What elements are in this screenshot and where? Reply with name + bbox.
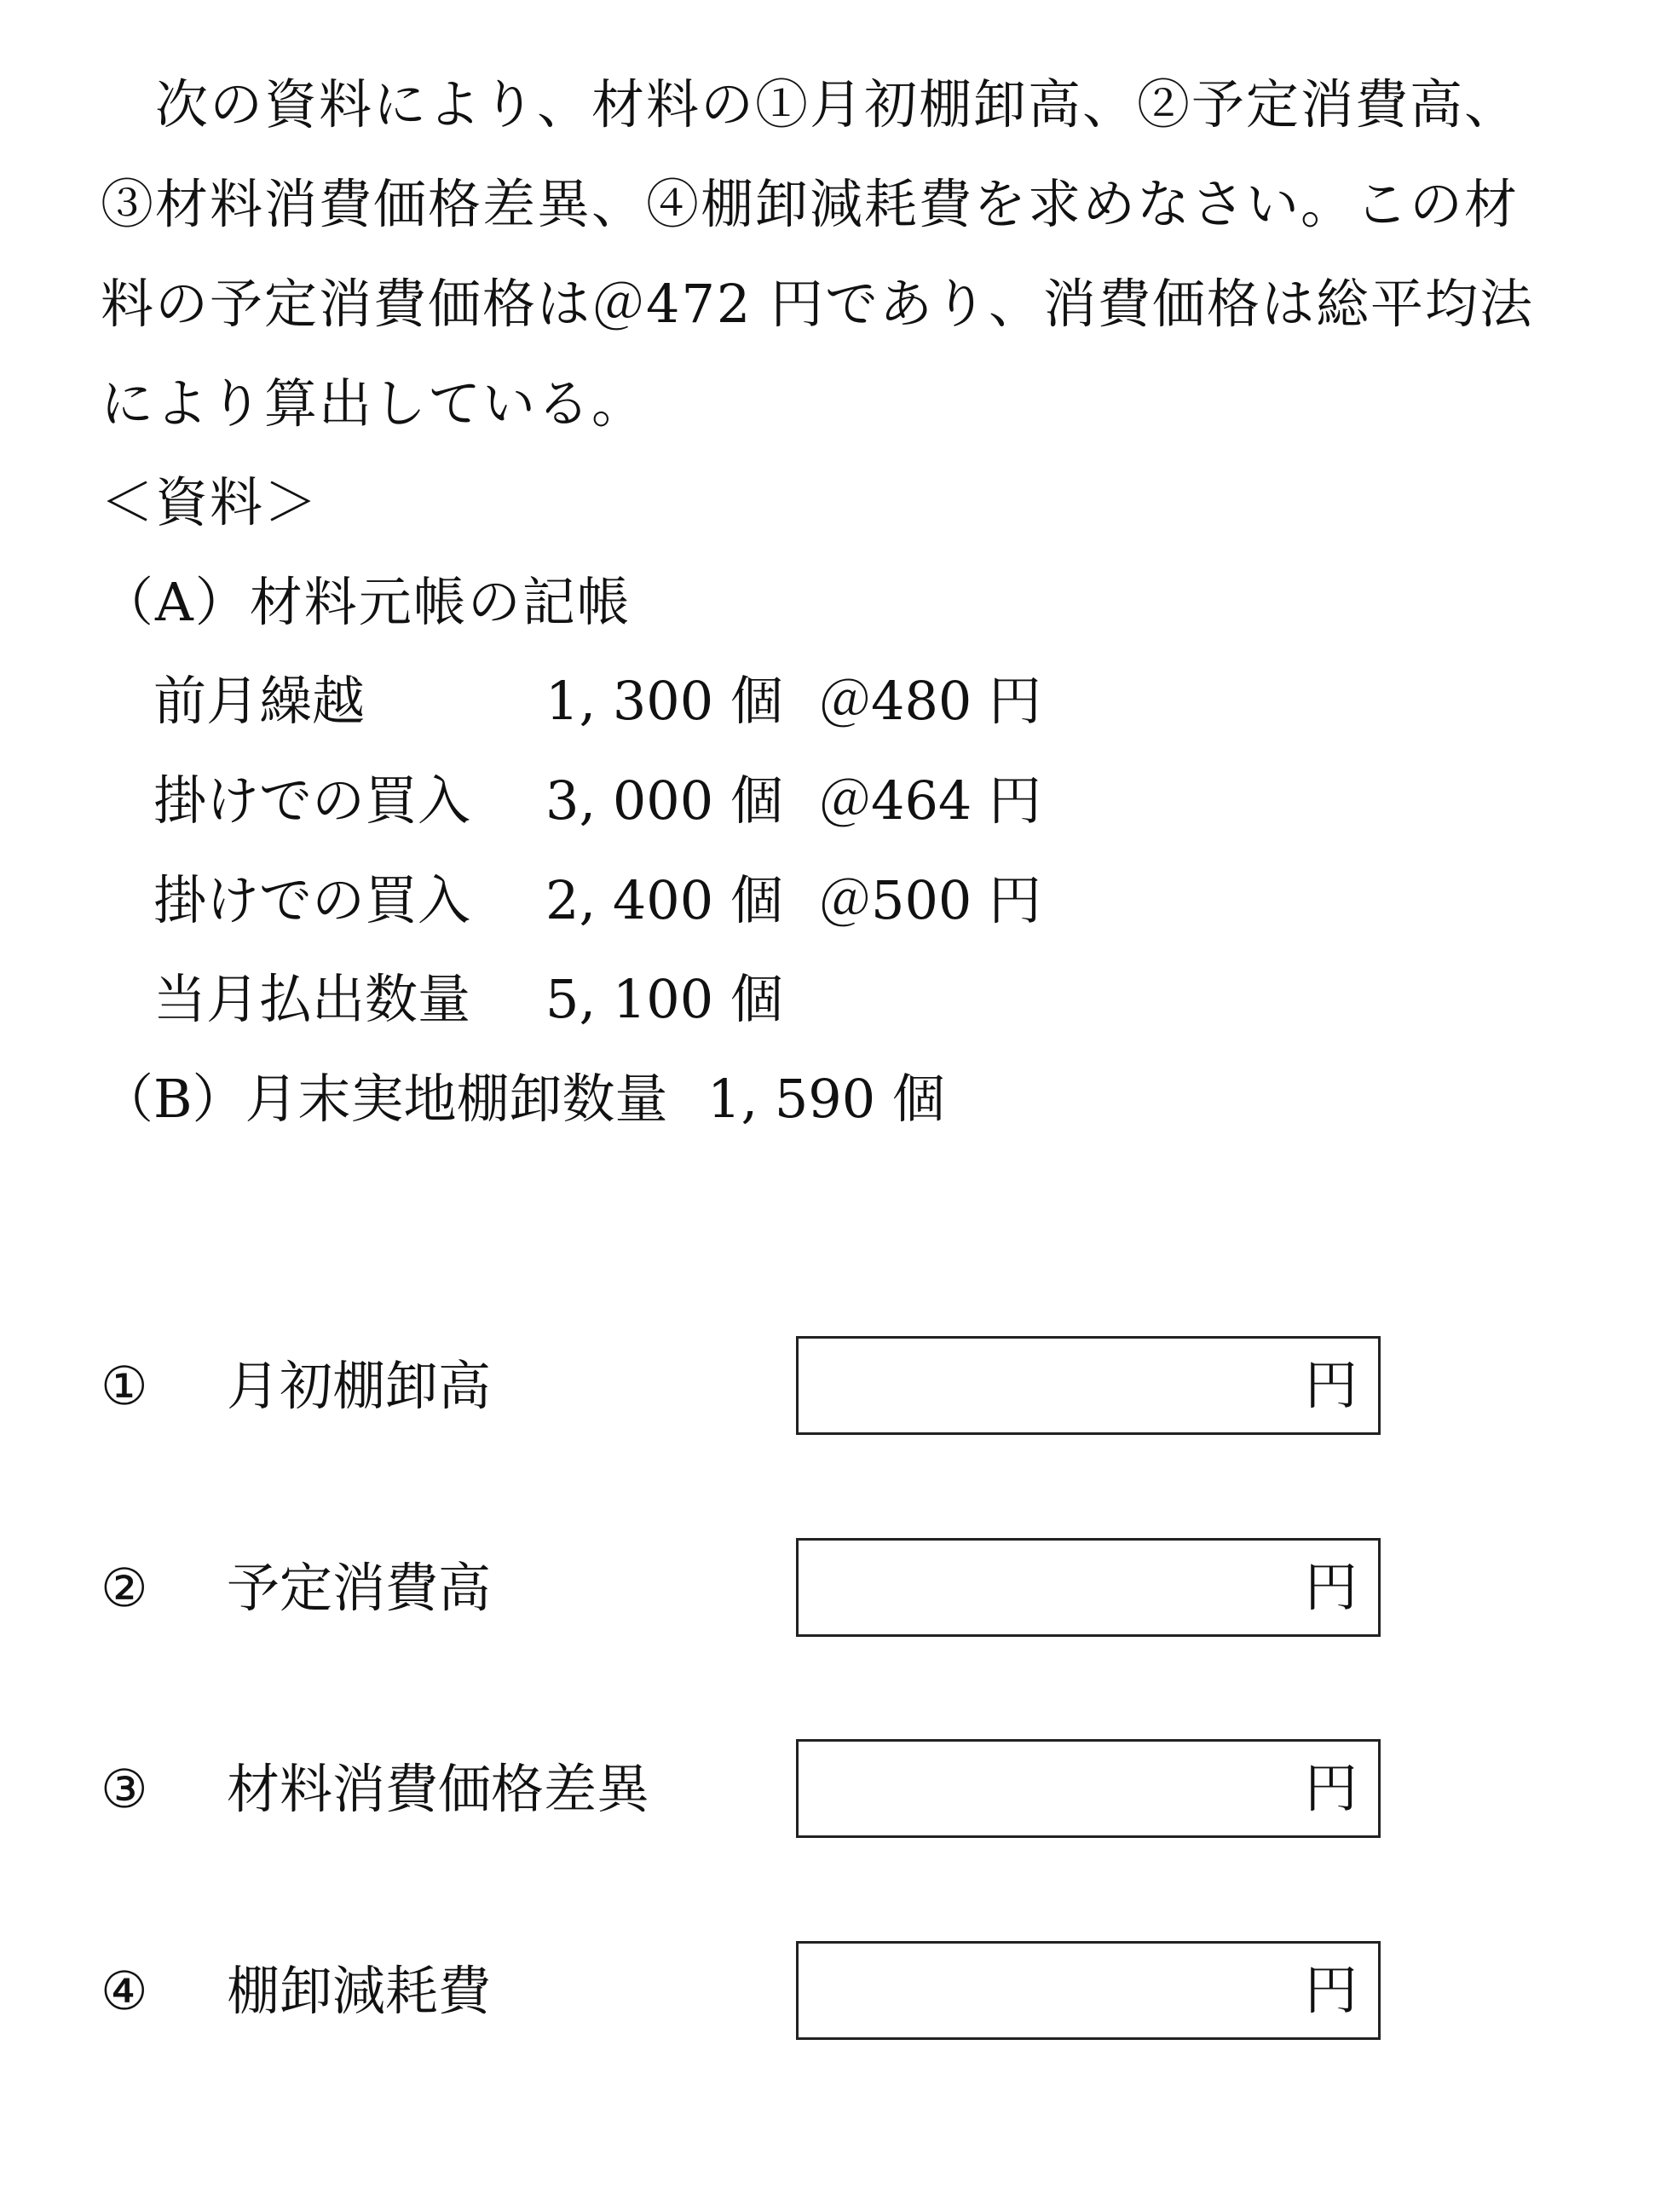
answer-label: 月初棚卸高 <box>227 1355 492 1417</box>
question-line-2: ③材料消費価格差異、④棚卸減耗費を求めなさい。この材 <box>101 173 1520 235</box>
answer-row-4 <box>101 1941 1396 2043</box>
material-heading: ＜資料＞ <box>101 471 320 533</box>
section-b-title: （B）月末実地棚卸数量 <box>101 1068 668 1130</box>
answer-label: 材料消費価格差異 <box>227 1758 650 1820</box>
answer-row-3 <box>101 1739 1396 1841</box>
answer-row-2 <box>101 1538 1396 1640</box>
yen-unit: 円 <box>1304 1556 1358 1618</box>
answer-input-box[interactable] <box>796 1941 1381 2040</box>
section-b-qty: 1, 590 個 <box>707 1068 945 1130</box>
yen-unit: 円 <box>1304 1354 1358 1416</box>
ledger-label: 前月繰越 <box>153 670 366 732</box>
question-line-1: 次の資料により、材料の①月初棚卸高、②予定消費高、 <box>101 73 1520 135</box>
ledger-price: ＠480 円 <box>818 670 1042 732</box>
question-line-4: により算出している。 <box>101 372 647 435</box>
answer-label: 予定消費高 <box>227 1557 492 1619</box>
yen-unit: 円 <box>1304 1959 1358 2021</box>
ledger-qty: 5, 100 個 <box>545 968 783 1030</box>
section-a-title: （A）材料元帳の記帳 <box>101 571 632 633</box>
answer-number: ④ <box>101 1960 148 2022</box>
ledger-qty: 3, 000 個 <box>545 769 783 832</box>
ledger-label: 掛けでの買入 <box>153 769 471 832</box>
answer-number: ③ <box>101 1758 148 1820</box>
answer-row-1 <box>101 1336 1396 1438</box>
answer-input-box[interactable] <box>796 1336 1381 1435</box>
answer-input-box[interactable] <box>796 1739 1381 1838</box>
answer-input-box[interactable] <box>796 1538 1381 1637</box>
ledger-price: ＠500 円 <box>818 869 1042 931</box>
ledger-qty: 2, 400 個 <box>545 869 783 931</box>
ledger-label: 掛けでの買入 <box>153 869 471 931</box>
ledger-price: ＠464 円 <box>818 769 1042 832</box>
answer-number: ① <box>101 1355 148 1417</box>
answer-label: 棚卸減耗費 <box>227 1960 492 2022</box>
ledger-label: 当月払出数量 <box>153 968 471 1030</box>
question-line-3: 料の予定消費価格は＠472 円であり、消費価格は総平均法 <box>101 273 1535 335</box>
answer-number: ② <box>101 1557 148 1619</box>
yen-unit: 円 <box>1304 1757 1358 1819</box>
ledger-qty: 1, 300 個 <box>545 670 783 732</box>
